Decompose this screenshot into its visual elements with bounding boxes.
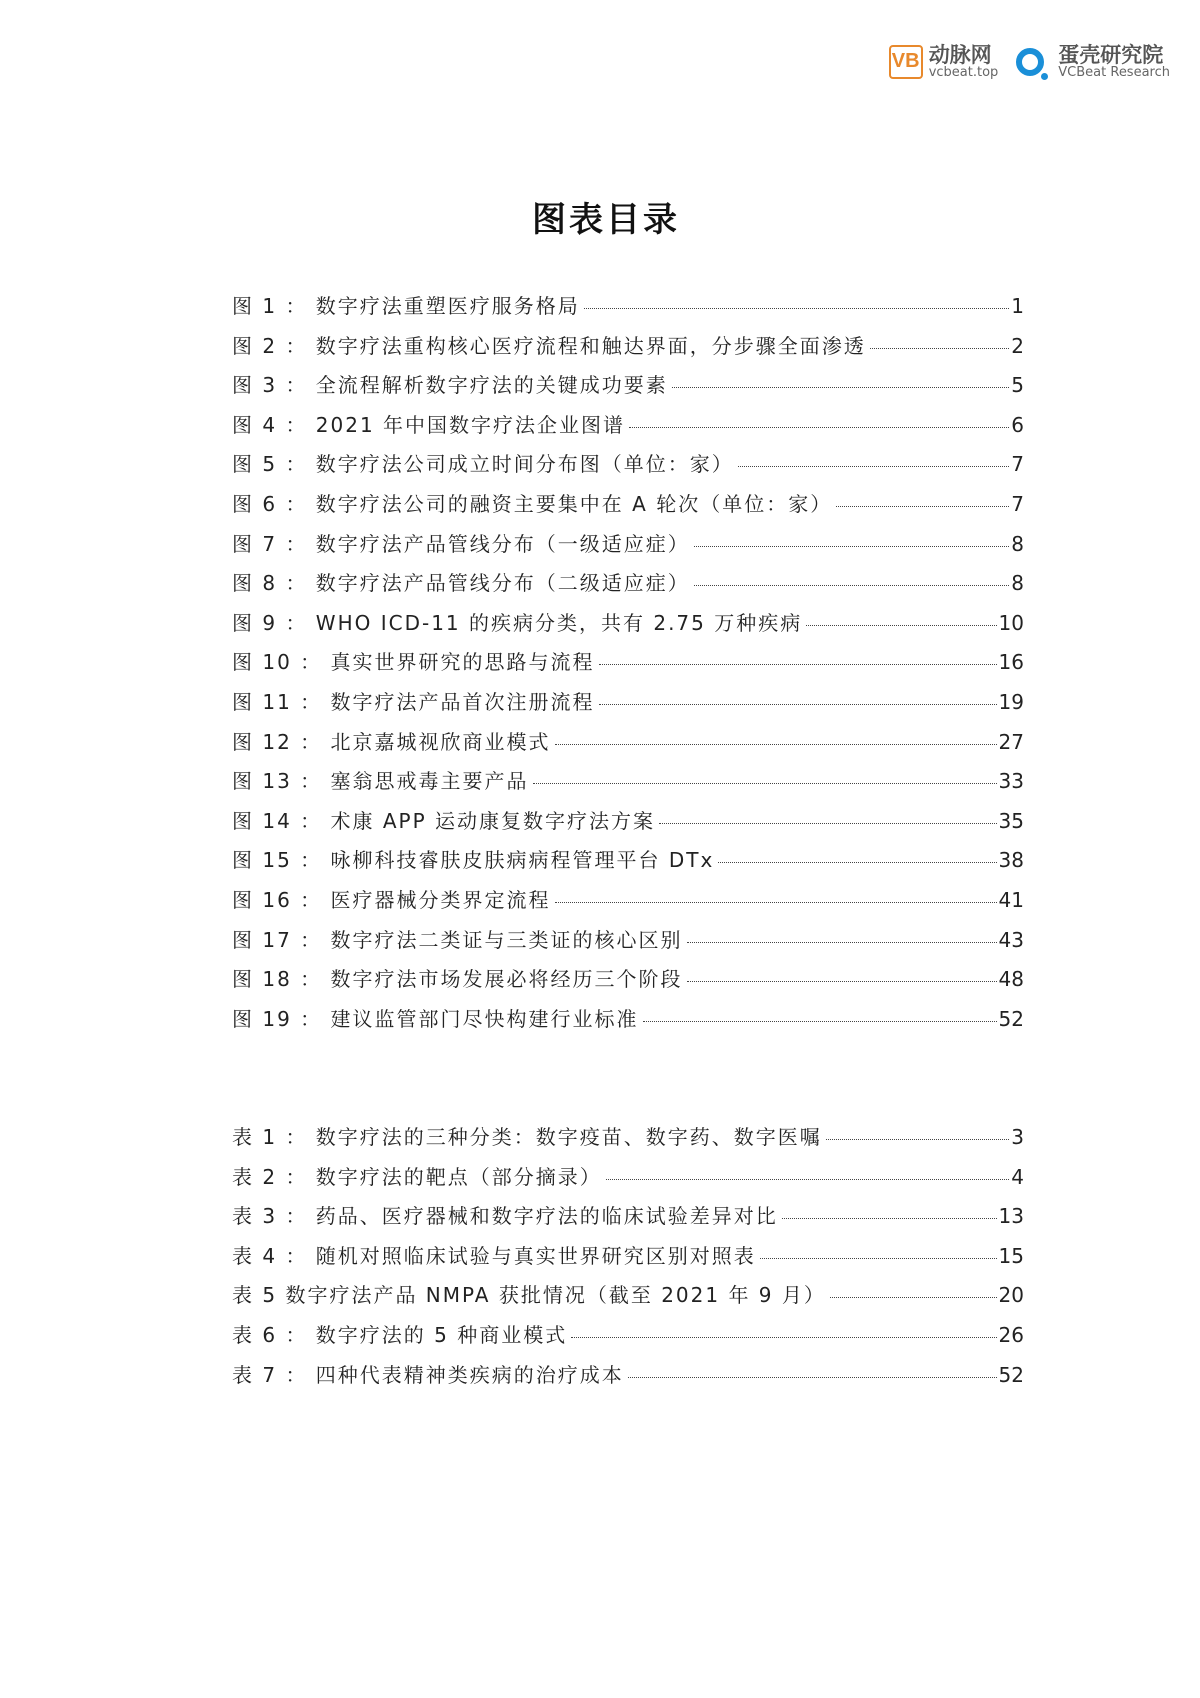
table-entry[interactable]: [232, 1359, 1024, 1399]
figure-entry[interactable]: [232, 884, 1024, 924]
table-entry[interactable]: [232, 1200, 1024, 1240]
entry-page: 15: [998, 1243, 1024, 1268]
entry-label: 图 9 ： WHO ICD-11 的疾病分类，共有 2.75 万种疾病: [232, 610, 803, 635]
table-entry[interactable]: [232, 1161, 1024, 1201]
entry-label: 图 2 ： 数字疗法重构核心医疗流程和触达界面，分步骤全面渗透: [232, 333, 866, 358]
entry-label: 图 17 ： 数字疗法二类证与三类证的核心区别: [232, 927, 683, 952]
entry-page: 7: [1011, 491, 1024, 516]
dot-leader: [571, 1337, 996, 1338]
logo2-en: VCBeat Research: [1058, 65, 1170, 81]
logo1-en: vcbeat.top: [928, 65, 999, 81]
dot-leader: [782, 1218, 997, 1219]
entry-label: 图 10 ： 真实世界研究的思路与流程: [232, 650, 595, 675]
entry-label: 图 1 ： 数字疗法重塑医疗服务格局: [232, 294, 580, 318]
entry-page: 16: [998, 650, 1024, 675]
dot-leader: [806, 625, 996, 626]
entry-label: 图 11 ： 数字疗法产品首次注册流程: [232, 689, 595, 714]
figure-entry[interactable]: [232, 567, 1024, 607]
entry-page: 27: [998, 729, 1024, 754]
table-entry[interactable]: [232, 1240, 1024, 1280]
entry-label: 图 4 ： 2021 年中国数字疗法企业图谱: [232, 412, 626, 437]
entry-page: 26: [998, 1322, 1024, 1347]
entry-label: 图 19 ： 建议监管部门尽快构建行业标准: [232, 1006, 639, 1031]
entry-page: 3: [1011, 1125, 1024, 1149]
dot-leader: [584, 308, 1009, 309]
dot-leader: [599, 704, 997, 705]
vcbeat-research-logo: [1016, 44, 1170, 80]
entry-page: 52: [998, 1362, 1024, 1387]
entry-page: 4: [1011, 1164, 1024, 1189]
figure-entry[interactable]: [232, 369, 1024, 409]
entry-page: 41: [998, 887, 1024, 912]
entry-page: 33: [998, 769, 1024, 794]
figure-entry[interactable]: [232, 844, 1024, 884]
entry-label: 图 18 ： 数字疗法市场发展必将经历三个阶段: [232, 967, 683, 992]
dot-leader: [694, 546, 1009, 547]
entry-label: 图 3 ： 全流程解析数字疗法的关键成功要素: [232, 373, 668, 398]
entry-page: 10: [998, 610, 1024, 635]
dot-leader: [830, 1297, 997, 1298]
entry-label: 表 2 ： 数字疗法的靶点（部分摘录）: [232, 1164, 602, 1189]
figure-entry[interactable]: [232, 765, 1024, 805]
dot-leader: [826, 1139, 1009, 1140]
dot-leader: [718, 862, 996, 863]
entry-page: 7: [1011, 452, 1024, 477]
entry-label: 图 5 ： 数字疗法公司成立时间分布图（单位：家）: [232, 452, 734, 477]
dot-leader: [738, 466, 1009, 467]
page-title: 图表目录: [532, 200, 680, 240]
entry-label: 表 4 ： 随机对照临床试验与真实世界研究区别对照表: [232, 1243, 756, 1268]
dot-leader: [659, 823, 997, 824]
figure-entry[interactable]: [232, 409, 1024, 449]
entry-label: 表 5 数字疗法产品 NMPA 获批情况（截至 2021 年 9 月）: [232, 1283, 826, 1308]
dot-leader: [760, 1258, 997, 1259]
entry-page: 20: [998, 1283, 1024, 1308]
entry-label: 表 6 ： 数字疗法的 5 种商业模式: [232, 1322, 568, 1347]
dot-leader: [533, 783, 997, 784]
entry-label: 图 14 ： 术康 APP 运动康复数字疗法方案: [232, 808, 656, 833]
entry-label: 图 12 ： 北京嘉城视欣商业模式: [232, 729, 551, 754]
figure-entry[interactable]: [232, 607, 1024, 647]
entry-page: 19: [998, 689, 1024, 714]
q-logo-icon: [1016, 48, 1044, 76]
entry-page: 5: [1011, 373, 1024, 398]
table-entry[interactable]: [232, 1279, 1024, 1319]
figure-list: [232, 290, 1024, 1042]
entry-label: 图 15 ： 咏柳科技睿肤皮肤病病程管理平台 DTx: [232, 848, 715, 873]
figure-entry[interactable]: [232, 290, 1024, 330]
dot-leader: [629, 427, 1009, 428]
vcbeat-logo: [889, 44, 999, 80]
figure-entry[interactable]: [232, 726, 1024, 766]
figure-entry[interactable]: [232, 963, 1024, 1003]
entry-label: 表 3 ： 药品、医疗器械和数字疗法的临床试验差异对比: [232, 1204, 778, 1229]
dot-leader: [599, 664, 997, 665]
entry-page: 13: [998, 1204, 1024, 1229]
entry-label: 图 13 ： 塞翁思戒毒主要产品: [232, 769, 529, 794]
entry-page: 2: [1011, 333, 1024, 358]
entry-page: 43: [998, 927, 1024, 952]
dot-leader: [694, 585, 1009, 586]
dot-leader: [687, 981, 997, 982]
figure-entry[interactable]: [232, 1003, 1024, 1043]
figure-entry[interactable]: [232, 528, 1024, 568]
dot-leader: [555, 902, 997, 903]
figure-entry[interactable]: [232, 686, 1024, 726]
entry-page: 52: [998, 1006, 1024, 1031]
entry-label: 图 8 ： 数字疗法产品管线分布（二级适应症）: [232, 571, 690, 596]
entry-page: 38: [998, 848, 1024, 873]
dot-leader: [555, 744, 997, 745]
dot-leader: [606, 1179, 1009, 1180]
logo2-cn: 蛋壳研究院: [1058, 43, 1164, 67]
figure-entry[interactable]: [232, 924, 1024, 964]
entry-page: 1: [1011, 294, 1024, 318]
table-entry[interactable]: [232, 1319, 1024, 1359]
table-entry[interactable]: [232, 1121, 1024, 1161]
figure-entry[interactable]: [232, 805, 1024, 845]
entry-label: 表 7 ： 四种代表精神类疾病的治疗成本: [232, 1362, 624, 1387]
dot-leader: [643, 1021, 997, 1022]
figure-entry[interactable]: [232, 646, 1024, 686]
entry-page: 8: [1011, 531, 1024, 556]
entry-label: 图 16 ： 医疗器械分类界定流程: [232, 887, 551, 912]
entry-page: 35: [998, 808, 1024, 833]
table-list: [232, 1121, 1024, 1398]
dot-leader: [628, 1377, 997, 1378]
dot-leader: [870, 348, 1009, 349]
dot-leader: [836, 506, 1009, 507]
entry-page: 6: [1011, 412, 1024, 437]
figure-entry[interactable]: [232, 488, 1024, 528]
dot-leader: [687, 942, 997, 943]
figure-entry[interactable]: [232, 448, 1024, 488]
entry-page: 48: [998, 967, 1024, 992]
entry-label: 图 6 ： 数字疗法公司的融资主要集中在 A 轮次（单位：家）: [232, 491, 833, 516]
entry-label: 表 1 ： 数字疗法的三种分类：数字疫苗、数字药、数字医嘱: [232, 1125, 822, 1149]
figure-entry[interactable]: [232, 330, 1024, 370]
dot-leader: [672, 387, 1009, 388]
logo1-cn: 动脉网: [928, 43, 992, 67]
vb-logo-icon: VB: [889, 45, 923, 79]
entry-label: 图 7 ： 数字疗法产品管线分布（一级适应症）: [232, 531, 690, 556]
entry-page: 8: [1011, 571, 1024, 596]
header-logos: [889, 44, 1170, 80]
